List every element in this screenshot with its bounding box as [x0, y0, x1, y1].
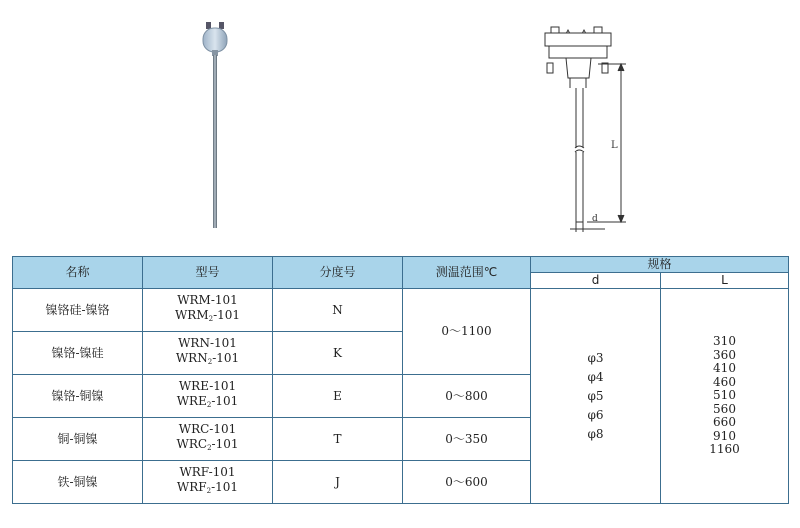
- model-line: $WRN_2-101$: [175, 351, 240, 366]
- L-value: 560: [713, 401, 736, 416]
- L-value: 410: [713, 361, 736, 376]
- table-row: [13, 289, 789, 332]
- name-cell: 镍铬-镍硅: [13, 332, 143, 375]
- L-value: 310: [713, 334, 736, 349]
- L-value: 510: [713, 388, 736, 403]
- model-line: $WRF_2-101$: [176, 480, 239, 495]
- spec-d-cell: [531, 289, 661, 504]
- header-name: 名称: [13, 257, 143, 289]
- graduation-cell: K: [273, 332, 403, 375]
- graduation-cell: N: [273, 289, 403, 332]
- spec-table: [12, 256, 789, 504]
- name-cell: 镍铬硅-镍铬: [13, 289, 143, 332]
- d-value: φ8: [587, 426, 604, 441]
- d-value: φ3: [587, 350, 604, 365]
- model-cell: [143, 332, 273, 375]
- thermocouple-photo: [203, 22, 227, 228]
- model-line: WRC-101: [178, 422, 237, 436]
- name-cell: 镍铬-铜镍: [13, 375, 143, 418]
- range-cell: 0～350: [403, 418, 531, 461]
- model-line: WRM-101: [177, 293, 238, 307]
- d-value: φ6: [587, 407, 604, 422]
- name-cell: 铁-铜镍: [13, 461, 143, 504]
- model-line: WRN-101: [178, 336, 237, 350]
- model-cell: [143, 418, 273, 461]
- header-spec: 规格: [531, 257, 789, 273]
- header-range: 测温范围℃: [403, 257, 531, 289]
- figures-area: [0, 0, 800, 250]
- header-spec-L: L: [661, 273, 789, 289]
- model-cell: [143, 289, 273, 332]
- dimension-label-d: d: [592, 214, 598, 224]
- model-line: WRE-101: [178, 379, 237, 393]
- header-model: 型号: [143, 257, 273, 289]
- d-value: φ5: [587, 388, 604, 403]
- graduation-cell: E: [273, 375, 403, 418]
- model-line: WRF-101: [179, 465, 236, 479]
- model-cell: [143, 375, 273, 418]
- model-line: $WRC_2-101$: [176, 437, 239, 452]
- range-cell: 0～600: [403, 461, 531, 504]
- L-value: 910: [713, 428, 736, 443]
- L-value: 460: [713, 374, 736, 389]
- L-value: 360: [713, 347, 736, 362]
- model-line: $WRE_2-101$: [176, 394, 239, 409]
- model-line: $WRM_2-101$: [174, 308, 241, 323]
- header-spec-d: d: [531, 273, 661, 289]
- L-value: 660: [713, 415, 736, 430]
- dimension-label-L: L: [611, 140, 618, 151]
- header-graduation: 分度号: [273, 257, 403, 289]
- L-value: 1160: [709, 442, 740, 457]
- graduation-cell: J: [273, 461, 403, 504]
- range-cell: 0～1100: [403, 289, 531, 375]
- graduation-cell: T: [273, 418, 403, 461]
- d-value: φ4: [587, 369, 604, 384]
- range-cell: 0～800: [403, 375, 531, 418]
- model-cell: [143, 461, 273, 504]
- name-cell: 铜-铜镍: [13, 418, 143, 461]
- dimension-drawing: [545, 27, 626, 232]
- spec-L-cell: [661, 289, 789, 504]
